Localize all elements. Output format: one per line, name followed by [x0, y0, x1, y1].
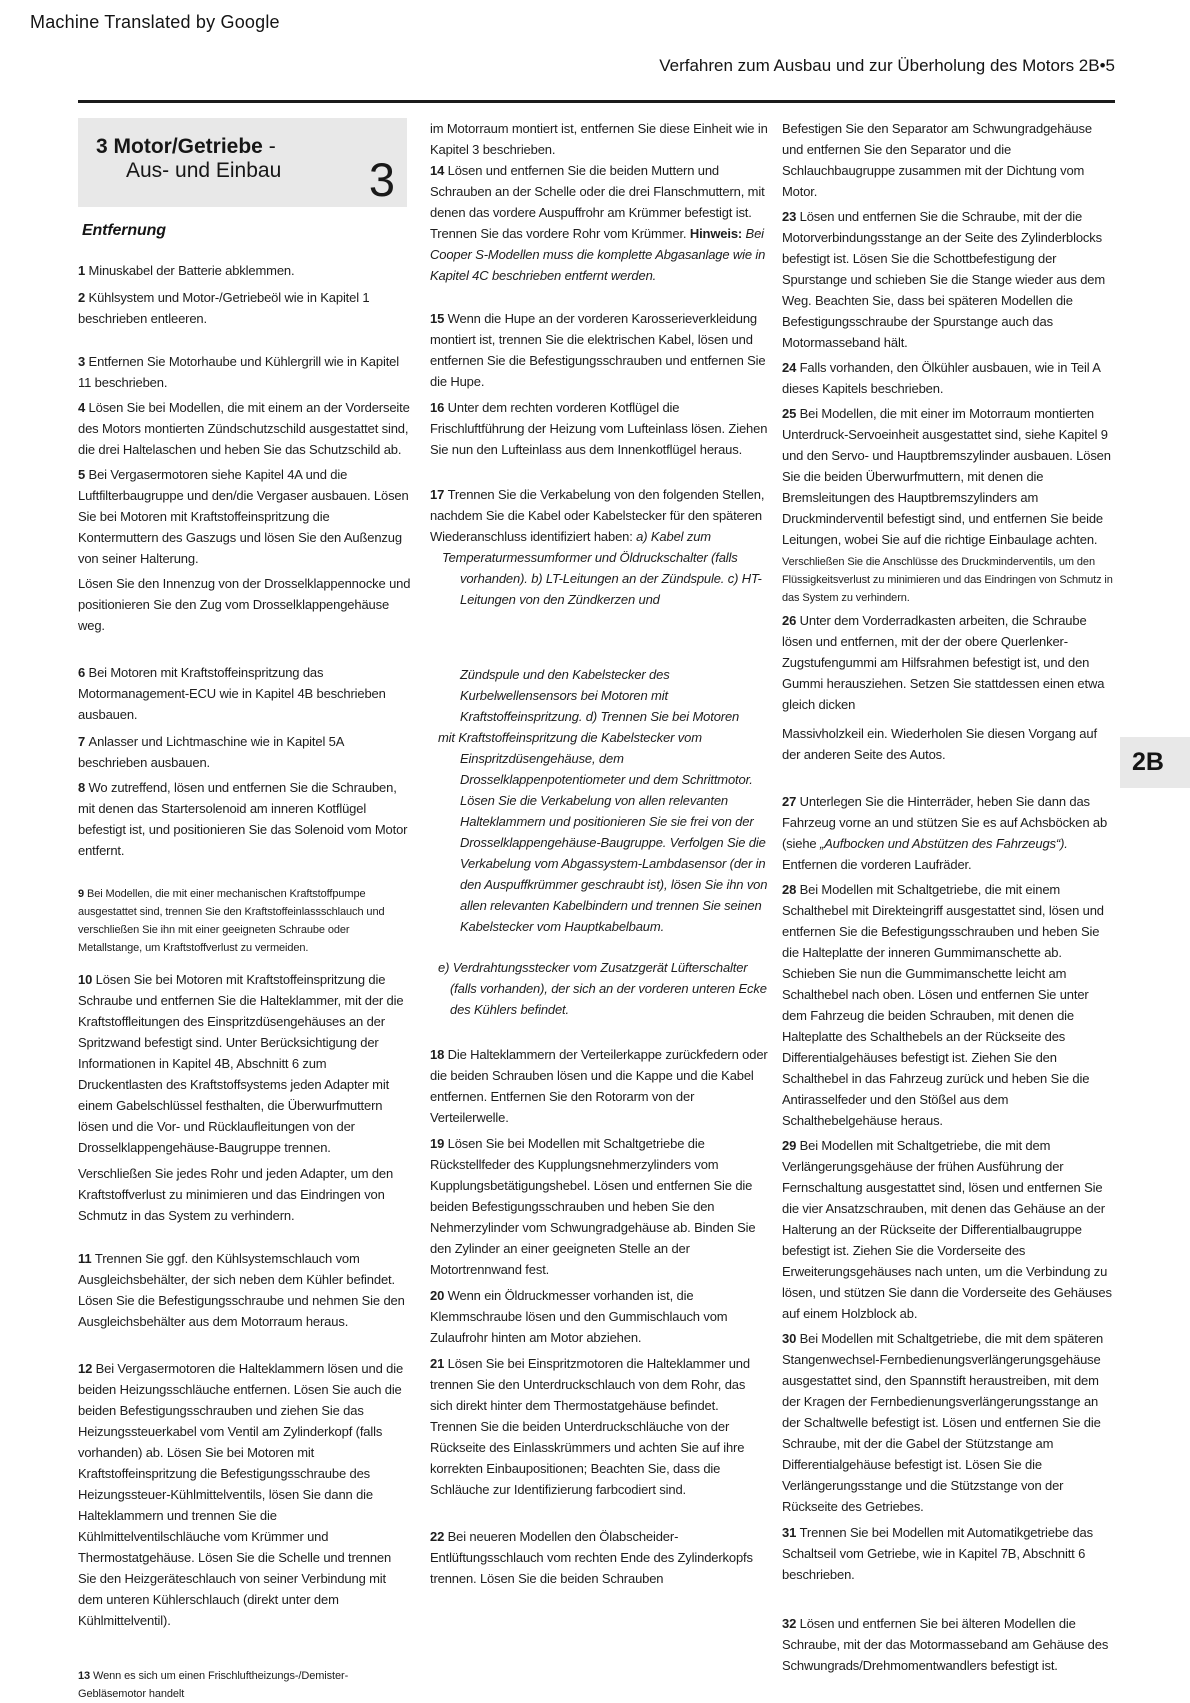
text-run: Entfernen die vorderen Laufräder.: [782, 857, 972, 872]
text-run: Trennen Sie bei Modellen mit Automatikgetriebe das Schaltseil vom Getriebe, wie in Kapitel 7B, Abschnitt 6 beschrieben.: [782, 1525, 1093, 1582]
paragraph: [782, 791, 1115, 875]
text-run: Kühlsystem und Motor-/Getriebeöl wie in Kapitel 1 beschrieben entleeren.: [78, 290, 370, 326]
text-run: Unter dem Vorderradkasten arbeiten, die Schraube lösen und entfernen, mit der der obere Querlenker-Zugstufengummi am Hilfsrahmen befestigt ist, und den Gummi herausziehen. Setzen Sie stattdessen einen etwa gleich dicken: [782, 613, 1105, 712]
paragraph: [430, 547, 768, 568]
text-run: Zündspule und den Kabelstecker des Kurbelwellensensors bei Motoren mit Kraftstoffeinspritzung. d) Trennen Sie bei Motoren: [460, 667, 740, 724]
text-run: im Motorraum montiert ist, entfernen Sie diese Einheit wie in Kapitel 3 beschrieben.: [430, 121, 768, 157]
paragraph: [78, 885, 411, 957]
chapter-title-line1-dash: -: [262, 135, 276, 158]
text-run: 25: [782, 406, 800, 421]
paragraph: [430, 957, 768, 1020]
chapter-title-line1: [96, 135, 281, 159]
text-run: Unter dem rechten vorderen Kotflügel die Frischluftführung der Heizung vom Lufteinlass lösen. Ziehen Sie nun den Lufteinlass aus dem Innenkotflügel heraus.: [430, 400, 768, 457]
text-run: 11: [78, 1251, 95, 1266]
chapter-title-line2: Aus- und Einbau: [126, 159, 282, 182]
paragraph: [430, 1133, 768, 1280]
text-run: Falls vorhanden, den Ölkühler ausbauen, wie in Teil A dieses Kapitels beschrieben.: [782, 360, 1101, 396]
text-run: Bei Vergasermotoren siehe Kapitel 4A und die Luftfilterbaugruppe und den/die Vergaser ausbauen. Lösen Sie bei Motoren mit Kraftstoffeinspritzung die Kontermuttern des Gaszugs und lösen Sie den Außenzug von seiner Halterung.: [78, 467, 409, 566]
paragraph: [782, 1328, 1115, 1517]
text-run: 4: [78, 400, 89, 415]
text-run: 10: [78, 972, 96, 987]
paragraph: [78, 397, 411, 460]
running-header: Verfahren zum Ausbau und zur Überholung des Motors 2B•5: [659, 56, 1115, 75]
text-run: Befestigen Sie den Separator am Schwungradgehäuse und entfernen Sie den Separator und die Schlauchbaugruppe zusammen mit der Dichtung vom Motor.: [782, 121, 1092, 199]
text-run: 32: [782, 1616, 800, 1631]
text-run: „Aufbocken und Abstützen des Fahrzeugs“).: [819, 836, 1068, 851]
paragraph: [430, 1526, 768, 1589]
text-run: Lösen und entfernen Sie die Schraube, mit der die Motorverbindungsstange an der Seite des Zylinderblocks befestigt ist. Lösen Sie die Schottbefestigung der Spurstange und schieben Sie die Stange wieder aus dem Weg. Beachten Sie, dass bei späteren Modellen die Befestigungsschraube der Spurstange auch das Motormasseband hält.: [782, 209, 1106, 350]
text-run: 9: [78, 888, 87, 900]
paragraph: [78, 573, 411, 636]
text-run: Lösen Sie bei Einspritzmotoren die Halteklammer und trennen Sie den Unterdruckschlauch von dem Rohr, das sich direkt hinter dem Thermostatgehäuse befindet. Trennen Sie die beiden Unterdruckschläuche von der Rückseite des Einlasskrümmers und achten Sie auf ihre korrekten Einbaupositionen; Beachten Sie, dass die Schläuche zur Identifizierung farbcodiert sind.: [430, 1356, 750, 1497]
column-left-paragraphs: [78, 260, 411, 1703]
header-rule: [78, 100, 1115, 103]
text-run: Wo zutreffend, lösen und entfernen Sie die Schrauben, mit denen das Startersolenoid am inneren Kotflügel befestigt ist, und positionieren Sie das Solenoid vom Motor entfernt.: [78, 780, 408, 858]
text-run: 6: [78, 665, 89, 680]
paragraph: [782, 1613, 1115, 1676]
paragraph: [782, 206, 1115, 353]
text-run: Lösen und entfernen Sie die beiden Muttern und Schrauben an der Schelle oder die drei Flanschmuttern, mit denen das vordere Auspuffrohr am Krümmer befestigt ist. Trennen Sie das vordere Rohr vom Krümmer.: [430, 163, 765, 241]
text-run: 23: [782, 209, 800, 224]
text-run: a) Kabel zum: [636, 529, 711, 544]
paragraph: [78, 777, 411, 861]
text-run: Die Halteklammern der Verteilerkappe zurückfedern oder die beiden Schrauben lösen und die Kappe und die Kabel entfernen. Entfernen Sie den Rotorarm von der Verteilerwelle.: [430, 1047, 768, 1125]
paragraph: [430, 308, 768, 392]
chapter-title-box: [78, 118, 407, 207]
text-run: 16: [430, 400, 448, 415]
paragraph: [782, 610, 1115, 715]
machine-translated-watermark: Machine Translated by Google: [30, 12, 280, 32]
paragraph: [430, 160, 768, 286]
paragraph: [782, 1522, 1115, 1585]
paragraph: [782, 118, 1115, 202]
paragraph: [782, 357, 1115, 399]
paragraph: [78, 1248, 411, 1332]
paragraph: [78, 287, 411, 329]
text-run: 5: [78, 467, 89, 482]
paragraph: [78, 662, 411, 725]
paragraph: [78, 260, 411, 281]
text-run: 17: [430, 487, 448, 502]
chapter-title-text: [96, 135, 281, 183]
text-run: Lösen Sie bei Modellen mit Schaltgetriebe die Rückstellfeder des Kupplungsnehmerzylinders vom Kupplungsbetätigungshebel. Lösen und entfernen Sie die beiden Befestigungsschrauben und heben Sie den Nehmerzylinder vom Schwungradgehäuse ab. Binden Sie den Zylinder an einer geeigneten Stelle an der Motortrennwand fest.: [430, 1136, 756, 1277]
paragraph: [430, 664, 768, 727]
column-right-paragraphs: [782, 118, 1115, 1676]
section-heading-entfernung: Entfernung: [82, 222, 166, 239]
text-run: Anlasser und Lichtmaschine wie in Kapitel 5A beschrieben ausbauen.: [78, 734, 344, 770]
text-run: Bei Modellen mit Schaltgetriebe, die mit dem späteren Stangenwechsel-Fernbedienungsverlängerungsgehäuse ausgestattet sind, den Spannstift heraustreiben, mit dem der Kragen der Fernbedienungsverlängerungsstange an der Schaltwelle befestigt ist. Lösen und entfernen Sie die Schraube, mit der die Gabel der Stützstange am Differentialgehäuse befestigt ist. Lösen Sie die Verlängerungsstange und die Stützstange von der Rückseite des Getriebes.: [782, 1331, 1104, 1514]
text-run: Lösen Sie den Innenzug von der Drosselklappennocke und positionieren Sie den Zug vom Drosselklappengehäuse weg.: [78, 576, 411, 633]
paragraph: [430, 568, 768, 589]
text-column-left: [78, 220, 411, 1703]
text-run: e) Verdrahtungsstecker vom Zusatzgerät Lüfterschalter (falls vorhanden), der sich an der vorderen unteren Ecke des Kühlers befindet.: [438, 960, 767, 1017]
text-run: Bei Motoren mit Kraftstoffeinspritzung das Motormanagement-ECU wie in Kapitel 4B beschrieben ausbauen.: [78, 665, 386, 722]
paragraph: [430, 1353, 768, 1500]
text-run: 21: [430, 1356, 448, 1371]
text-run: 24: [782, 360, 800, 375]
text-run: mit Kraftstoffeinspritzung die Kabelstecker vom Einspritzdüsengehäuse, dem Drosselklappenpotentiometer und dem Schrittmotor. Lösen Sie die Verkabelung von allen relevanten Halteklammern und positionieren Sie sie frei von der Drosselklappengehäuse-Baugruppe. Verfolgen Sie die Verkabelung vom Abgassystem-Lambdasensor (der in den Auspuffkrümmer geschraubt ist), lösen Sie ihn von allen relevanten Kabelbindern und trennen Sie seinen Kabelstecker vom Hauptkabelbaum.: [438, 730, 768, 934]
text-run: Wenn ein Öldruckmesser vorhanden ist, die Klemmschraube lösen und den Gummischlauch vom Zulaufrohr hinten am Motor abziehen.: [430, 1288, 728, 1345]
paragraph: [430, 397, 768, 460]
text-run: 26: [782, 613, 800, 628]
text-run: Bei Modellen, die mit einer mechanischen Kraftstoffpumpe ausgestattet sind, trennen Sie den Kraftstoffeinlassschlauch und verschließen Sie ihn mit einer geeigneten Schraube oder Metallstange, um Kraftstoffverlust zu vermeiden.: [78, 888, 385, 954]
chapter-tab: [1120, 737, 1190, 788]
text-run: Verschließen Sie die Anschlüsse des Druckminderventils, um den Flüssigkeitsverlust zu minimieren und das Eindringen von Schmutz in das System zu verhindern.: [782, 556, 1113, 604]
paragraph: [78, 351, 411, 393]
text-run: Bei Modellen mit Schaltgetriebe, die mit einem Schalthebel mit Direkteingriff ausgestattet sind, lösen und entfernen Sie die Befestigungsschrauben und heben Sie die Halteplatte der inneren Gummimanschette ab. Schieben Sie nun die Gummimanschette leicht am Schalthebel nach oben. Lösen und entfernen Sie unter dem Fahrzeug die beiden Schrauben, mit denen die Halteplatte des Schalthebels an der Rückseite des Differentialgehäuses befestigt ist. Ziehen Sie den Schalthebel in das Fahrzeug zurück und heben Sie die Antirasselfeder und den Stößel aus dem Schalthebelgehäuse heraus.: [782, 882, 1104, 1128]
text-run: 22: [430, 1529, 448, 1544]
text-run: Entfernen Sie Motorhaube und Kühlergrill wie in Kapitel 11 beschrieben.: [78, 354, 399, 390]
chapter-title-line1-bold: 3 Motor/Getriebe: [96, 135, 263, 158]
paragraph: [430, 1044, 768, 1128]
paragraph: [78, 969, 411, 1158]
text-run: 15: [430, 311, 448, 326]
text-run: Leitungen von den Zündkerzen und: [460, 592, 660, 607]
column-middle-paragraphs: [430, 118, 768, 1589]
text-run: Unterlegen Sie die Hinterräder, heben Sie dann das Fahrzeug vorne an und stützen Sie es auf Achsböcken ab (siehe: [782, 794, 1108, 851]
text-run: Bei neueren Modellen den Ölabscheider-Entlüftungsschlauch vom rechten Ende des Zylinderkopfs trennen. Lösen Sie die beiden Schrauben: [430, 1529, 753, 1586]
text-run: Bei Modellen, die mit einer im Motorraum montierten Unterdruck-Servoeinheit ausgestattet sind, siehe Kapitel 9 und den Servo- und Hauptbremszylinder ausbauen. Lösen Sie die beiden Überwurfmuttern, mit denen die Bremsleitungen des Hauptbremszylinders am Druckminderventil befestigt sind, und entfernen Sie beide Leitungen, wobei Sie auf die richtige Einbaulage achten.: [782, 406, 1111, 547]
paragraph: [78, 731, 411, 773]
text-run: 28: [782, 882, 800, 897]
paragraph: [430, 727, 768, 937]
text-run: Lösen und entfernen Sie bei älteren Modellen die Schraube, mit der das Motormasseband am Gehäuse des Schwungrads/Drehmomentwandlers befestigt ist.: [782, 1616, 1109, 1673]
paragraph: [78, 1667, 411, 1703]
text-run: Trennen Sie die Verkabelung von den folgenden Stellen, nachdem Sie die Kabel oder Kabelstecker für den späteren Wiederanschluss identifiziert haben:: [430, 487, 765, 544]
text-run: 3: [78, 354, 89, 369]
text-run: Wenn es sich um einen Frischluftheizungs-/Demister-Gebläsemotor handelt: [78, 1670, 349, 1700]
chapter-number-large: 3: [368, 153, 395, 206]
text-run: 30: [782, 1331, 800, 1346]
text-column-middle: [430, 118, 768, 1589]
text-run: 27: [782, 794, 800, 809]
paragraph: [430, 1285, 768, 1348]
paragraph: [430, 484, 768, 547]
text-run: Minuskabel der Batterie abklemmen.: [88, 263, 295, 278]
text-column-right: [782, 118, 1115, 1676]
text-run: 29: [782, 1138, 800, 1153]
paragraph: [782, 879, 1115, 1131]
text-run: Bei Modellen mit Schaltgetriebe, die mit dem Verlängerungsgehäuse der frühen Ausführung der Fernschaltung ausgestattet sind, lösen und entfernen Sie die vier Ansatzschrauben, mit denen das Gehäuse an der Halterung an der Rückseite der Differentialbaugruppe befestigt ist. Ziehen Sie die Vorderseite des Erweiterungsgehäuses nach unten, um die Verbindung zu lösen, und stützen Sie dann die Vorderseite des Gehäuses auf einem Holzblock ab.: [782, 1138, 1112, 1321]
text-run: 8: [78, 780, 89, 795]
text-run: 31: [782, 1525, 800, 1540]
text-run: vorhanden). b) LT-Leitungen an der Zündspule. c) HT-: [460, 571, 762, 586]
paragraph: [782, 403, 1115, 550]
paragraph: [78, 1358, 411, 1631]
text-run: Lösen Sie bei Modellen, die mit einem an der Vorderseite des Motors montierten Zündschutzschild ausgestattet sind, die drei Haltelaschen und heben Sie das Schutzschild ab.: [78, 400, 410, 457]
text-run: 13: [78, 1670, 93, 1682]
text-run: Verschließen Sie jedes Rohr und jeden Adapter, um den Kraftstoffverlust zu minimieren und das Eindringen von Schmutz in das System zu verhindern.: [78, 1166, 394, 1223]
text-run: Trennen Sie ggf. den Kühlsystemschlauch vom Ausgleichsbehälter, der sich neben dem Kühler befindet. Lösen Sie die Befestigungsschraube und nehmen Sie den Ausgleichsbehälter aus dem Motorraum heraus.: [78, 1251, 405, 1329]
text-run: Massivholzkeil ein. Wiederholen Sie diesen Vorgang auf der anderen Seite des Autos.: [782, 726, 1097, 762]
paragraph: [78, 1163, 411, 1226]
text-run: Bei Cooper S-Modellen muss die komplette Abgasanlage wie in Kapitel 4C beschrieben entfernt werden.: [430, 226, 766, 283]
text-run: 7: [78, 734, 89, 749]
text-run: Wenn die Hupe an der vorderen Karosserieverkleidung montiert ist, trennen Sie die elektrischen Kabel, lösen und entfernen Sie die Befestigungsschrauben und entfernen Sie die Hupe.: [430, 311, 766, 389]
text-run: 18: [430, 1047, 448, 1062]
paragraph: [78, 464, 411, 569]
text-run: 19: [430, 1136, 448, 1151]
paragraph: [782, 723, 1115, 765]
text-run: Hinweis:: [689, 226, 746, 241]
chapter-tab-label: 2B: [1132, 748, 1164, 776]
paragraph: [430, 589, 768, 610]
text-run: Lösen Sie bei Motoren mit Kraftstoffeinspritzung die Schraube und entfernen Sie die Halteklammer, mit der die Kraftstoffleitungen des Einspritzdüsengehäuses an der Spritzwand befestigt sind. Unter Berücksichtigung der Informationen in Kapitel 4B, Abschnitt 6 zum Druckentlasten des Kraftstoffsystems jeden Adapter mit einem Gabelschlüssel festhalten, die Überwurfmuttern lösen und die Vor- und Rücklaufleitungen von der Drosselklappengehäuse-Baugruppe trennen.: [78, 972, 404, 1155]
text-run: 1: [78, 263, 89, 278]
text-run: 2: [78, 290, 89, 305]
paragraph: [430, 118, 768, 160]
text-run: 20: [430, 1288, 448, 1303]
text-run: 12: [78, 1361, 96, 1376]
paragraph: [782, 1135, 1115, 1324]
paragraph: [782, 553, 1115, 607]
text-run: Temperaturmessumformer und Öldruckschalter (falls: [442, 550, 738, 565]
text-run: Bei Vergasermotoren die Halteklammern lösen und die beiden Heizungsschläuche entfernen. Lösen Sie auch die beiden Befestigungsschrauben und ziehen Sie das Heizungssteuerkabel vom Ventil am Zylinderkopf (falls vorhanden) ab. Lösen Sie bei Motoren mit Kraftstoffeinspritzung die Befestigungsschraube des Heizungssteuer-Kühlmittelventils, lösen Sie dann die Halteklammern und trennen Sie die Kühlmittelventilschläuche vom Krümmer und Thermostatgehäuse. Lösen Sie die Schelle und trennen Sie den Heizgeräteschlauch von seiner Verbindung mit dem unteren Kühlerschlauch (direkt unter dem Kühlmittelventil).: [78, 1361, 404, 1628]
text-run: 14: [430, 163, 448, 178]
